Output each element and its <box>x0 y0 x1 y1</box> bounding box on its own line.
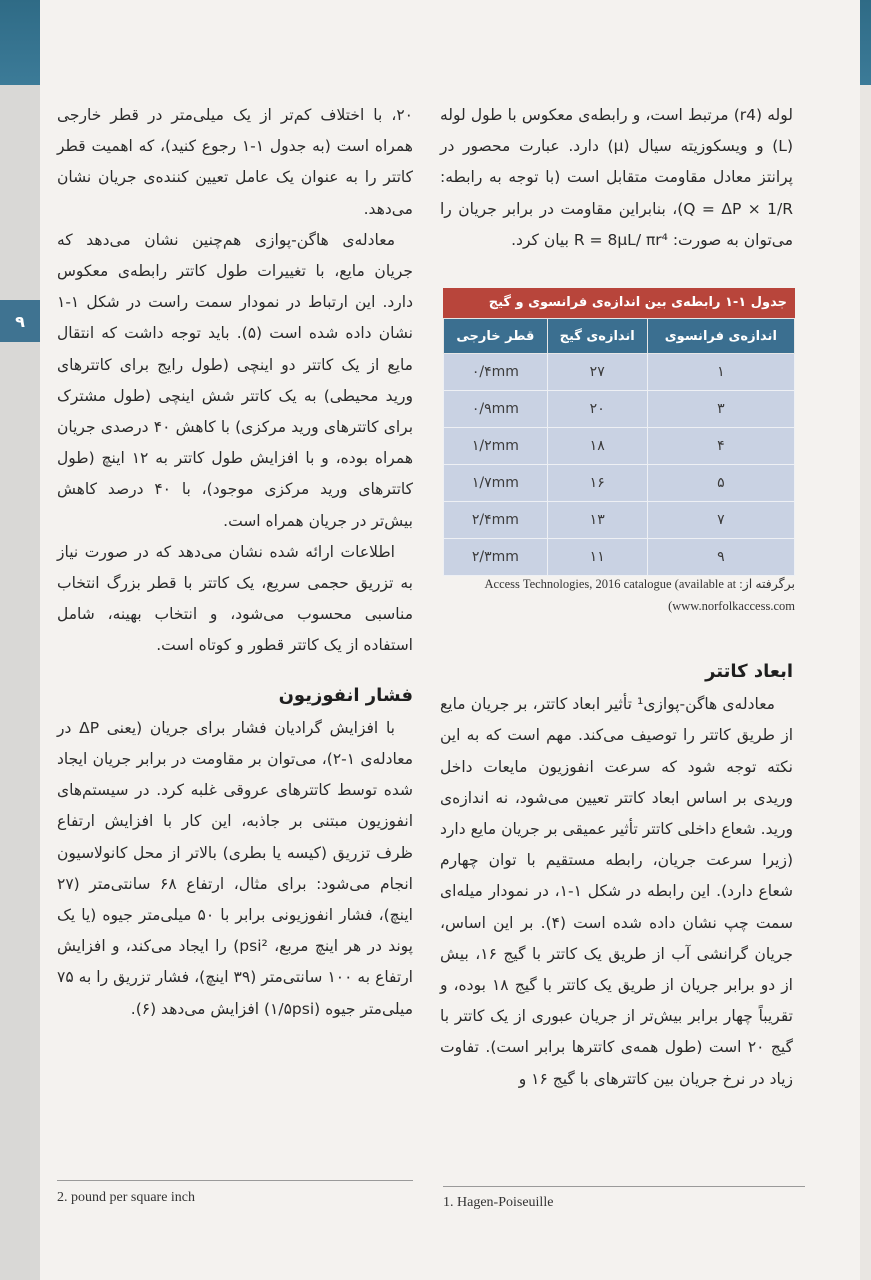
french-cell: ۷ <box>647 502 794 539</box>
diameter-cell: ۲/۳mm <box>444 539 548 576</box>
page-side-tab: ۹ <box>0 300 40 342</box>
gauge-cell: ۱۶ <box>547 465 647 502</box>
right-column <box>440 100 793 256</box>
table-header-row <box>444 319 795 354</box>
section-heading-catheter-dimensions: ابعاد کاتتر <box>705 661 793 682</box>
gauge-cell: ۲۰ <box>547 391 647 428</box>
diameter-cell: ۰/۴mm <box>444 354 548 391</box>
left-paragraph-1: ۲۰، با اختلاف کم‌تر از یک میلی‌متر در قطر خارجی همراه است (به جدول ۱-۱ رجوع کنید)، که اهمیت قطر کاتتر را به عنوان یک عامل تعیین کننده‌ی جریان نشان می‌دهد. <box>57 106 413 218</box>
french-cell: ۹ <box>647 539 794 576</box>
source-label: برگرفته از: <box>739 577 795 591</box>
french-cell: ۱ <box>647 354 794 391</box>
left-column <box>57 100 413 1025</box>
gauge-cell: ۱۸ <box>547 428 647 465</box>
french-cell: ۵ <box>647 465 794 502</box>
french-cell: ۴ <box>647 428 794 465</box>
left-margin-strip <box>0 85 40 1280</box>
header-gauge-size: اندازه‌ی گیج <box>547 319 647 354</box>
gauge-cell: ۱۱ <box>547 539 647 576</box>
table-source <box>443 573 795 617</box>
table-row <box>444 428 795 465</box>
table-row <box>444 465 795 502</box>
table-row <box>444 391 795 428</box>
source-text: Access Technologies, 2016 catalogue (available at (www.norfolkaccess.com <box>484 577 795 613</box>
gauge-cell: ۲۷ <box>547 354 647 391</box>
table-row <box>444 502 795 539</box>
gauge-table-block <box>443 288 795 576</box>
diameter-cell: ۱/۲mm <box>444 428 548 465</box>
left-footnote: 2. pound per square inch <box>57 1190 196 1205</box>
left-paragraph-4: با افزایش گرادیان فشار برای جریان (یعنی ΔP در معادله‌ی ۱-۲)، می‌توان بر مقاومت در برابر جریان ایجاد شده توسط کاتترهای عروقی غلبه کرد. در سیستم‌های انفوزیون مبتنی بر جاذبه، این کار با افزایش ارتفاع ظرف تزریق (کیسه یا بطری) بالاتر از محل کانولاسیون انجام می‌شود: برای مثال، ارتفاع ۶۸ سانتی‌متر (۲۷ اینچ)، فشار انفوزیونی برابر با ۵۰ میلی‌متر جیوه (یا یک پوند در هر اینچ مربع، psi²) را ایجاد می‌کند، و افزایش ارتفاع به ۱۰۰ سانتی‌متر (۳۹ اینچ)، فشار تزریق را به ۷۵ میلی‌متر جیوه (۱/۵psi) افزایش می‌دهد (۶). <box>57 718 413 1018</box>
right-paragraph-2: معادله‌ی هاگن-پوازی¹ تأثیر ابعاد کاتتر، بر جریان مایع از طریق کاتتر را توصیف می‌کند. مهم است که به این نکته توجه شود که سرعت انفوزیون مایعات داخل وریدی بر اساس ابعاد کاتتر تعیین می‌شود، نه اندازه‌ی ورید. شعاع داخلی کاتتر تأثیر عمیقی بر جریان مایع دارد (زیرا سرعت جریان، رابطه مستقیم با توان چهارم شعاع دارد). این رابطه در شکل ۱-۱، در نمودار میله‌ای سمت چپ نشان داده شده است (۴). بر این اساس، جریان گرانشی آب از طریق یک کاتتر با گیج ۱۶، بیش از دو برابر جریان از طریق یک کاتتر با گیج ۱۸ بوده، و تقریباً چهار برابر بیش‌تر از جریان عبوری از یک کاتتر با گیج ۲۰ است (طول همه‌ی کاتترها برابر است). تفاوت زیاد در نرخ جریان بین کاتترهای با گیج ۱۶ و <box>440 695 793 1088</box>
left-footnote-rule <box>57 1180 413 1181</box>
header-outer-diameter: قطر خارجی <box>444 319 548 354</box>
table-row <box>444 354 795 391</box>
left-paragraph-3: اطلاعات ارائه شده نشان می‌دهد که در صورت نیاز به تزریق حجمی سریع، یک کاتتر با قطر بزرگ انتخاب مناسبی محسوب می‌شود، و انتخاب بهینه، شامل استفاده از یک کاتتر قطور و کوتاه است. <box>57 542 413 655</box>
header-french-size: اندازه‌ی فرانسوی <box>647 319 794 354</box>
section-heading-infusion-pressure: فشار انفوزیون <box>278 684 413 706</box>
table-row <box>444 539 795 576</box>
right-footnote: 1. Hagen-Poiseuille <box>443 1195 554 1210</box>
left-paragraph-2: معادله‌ی هاگن-پوازی هم‌چنین نشان می‌دهد که جریان مایع، با تغییرات طول کاتتر رابطه‌ی معکوس دارد. این ارتباط در نمودار سمت راست در شکل ۱-۱ نشان داده شده است (۵). باید توجه داشت که انتقال مایع از یک کاتتر دو اینچی (طول رایج برای کاتترهای ورید محیطی) به یک کاتتر شش اینچی (طول مشترک برای کاتترهای ورید مرکزی) با کاهش ۴۰ درصدی جریان همراه بوده، و با افزایش طول کاتتر به ۱۲ اینچ (طول کاتترهای ورید مرکزی موجود)، با ۴۰ درصد کاهش بیش‌تر در جریان همراه است. <box>57 230 414 530</box>
gauge-cell: ۱۳ <box>547 502 647 539</box>
french-gauge-table <box>443 318 795 576</box>
diameter-cell: ۱/۷mm <box>444 465 548 502</box>
right-column-lower <box>440 648 793 1095</box>
diameter-cell: ۲/۴mm <box>444 502 548 539</box>
right-footnote-rule <box>443 1186 805 1187</box>
diameter-cell: ۰/۹mm <box>444 391 548 428</box>
table-caption: جدول ۱-۱ رابطه‌ی بین اندازه‌ی فرانسوی و گیج <box>443 288 795 318</box>
right-paragraph-1: لوله (r4) مرتبط است، و رابطه‌ی معکوس با طول لوله (L) و ویسکوزیته سیال (μ) دارد. عبارت محصور در پرانتز معادل مقاومت متقابل است (با توجه به رابطه: Q = ΔP × 1/R)، بنابراین مقاومت در برابر جریان را می‌توان به صورت: R = 8μL/ πr⁴ بیان کرد. <box>440 106 794 249</box>
french-cell: ۳ <box>647 391 794 428</box>
